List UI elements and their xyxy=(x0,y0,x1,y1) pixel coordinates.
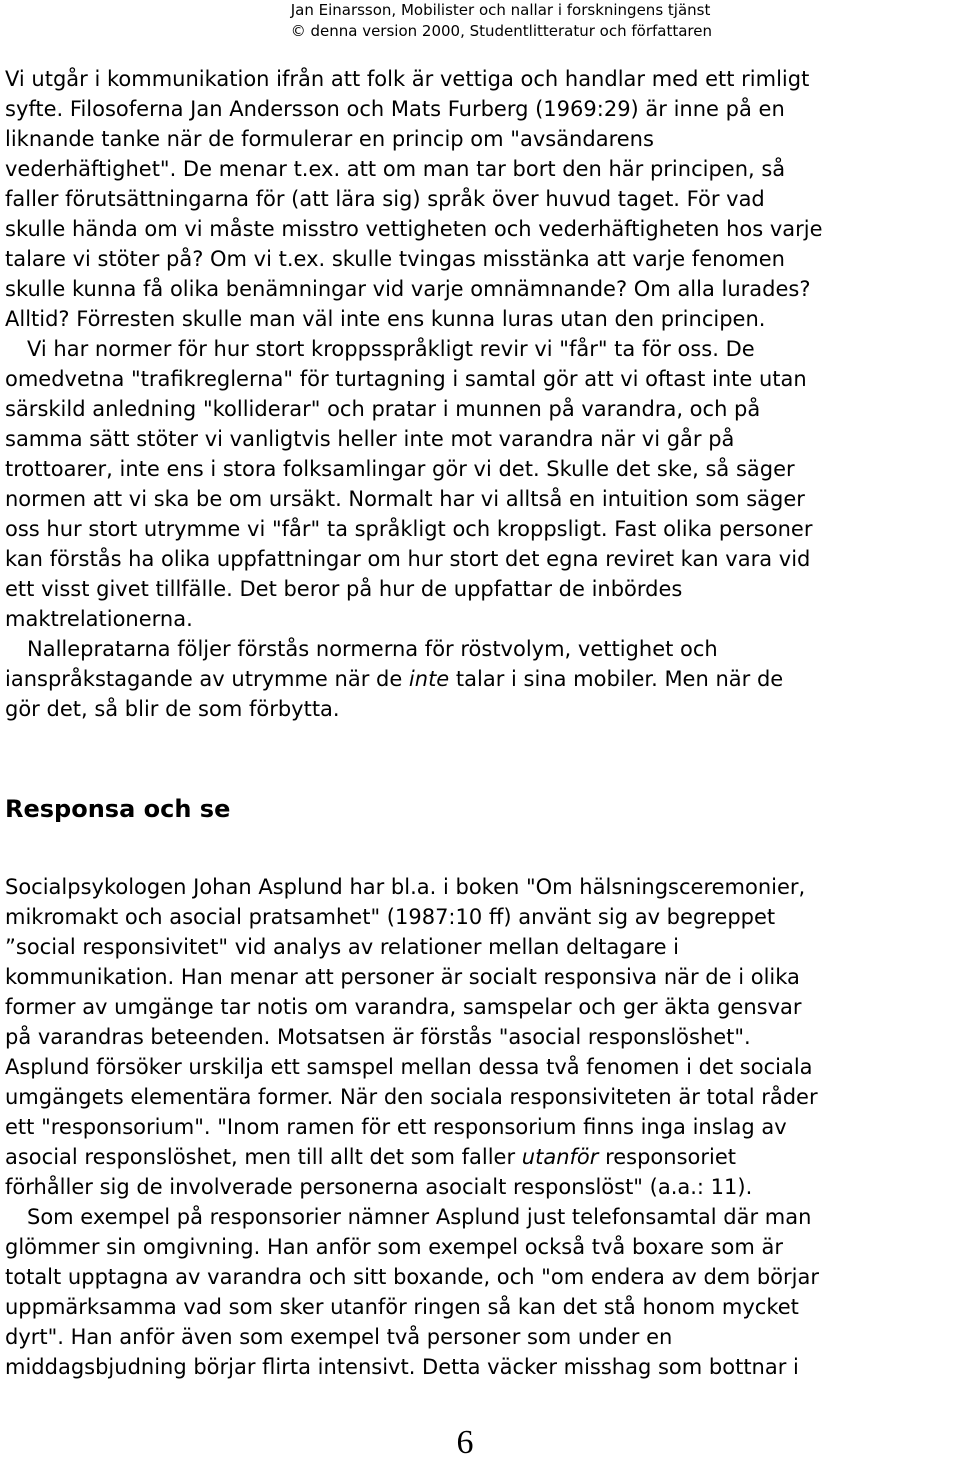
text-line: Som exempel på responsorier nämner Asplund just telefonsamtal där man xyxy=(27,1205,812,1229)
text-line: vederhäftighet". De menar t.ex. att om man tar bort den här principen, så xyxy=(5,157,786,181)
text-line: dyrt". Han anför även som exempel två personer som under en xyxy=(5,1325,673,1349)
paragraph-responsorium-examples xyxy=(5,1202,960,1382)
text-line: Vi har normer för hur stort kroppsspråkligt revir vi "får" ta för oss. De xyxy=(27,337,755,361)
text-line: kommunikation. Han menar att personer är socialt responsiva när de i olika xyxy=(5,965,800,989)
text-line: förhåller sig de involverade personerna asocialt responslöst" (a.a.: 11). xyxy=(5,1175,753,1199)
text-line: kan förstås ha olika uppfattningar om hur stort det egna reviret kan vara vid xyxy=(5,547,811,571)
paragraph-body-language xyxy=(5,334,960,634)
text-line xyxy=(5,1142,960,1172)
text-line: uppmärksamma vad som sker utanför ringen så kan det stå honom mycket xyxy=(5,1295,799,1319)
text-line: trottoarer, inte ens i stora folksamlingar gör vi det. Skulle det ske, så säger xyxy=(5,457,795,481)
text-span: responsoriet xyxy=(598,1145,736,1169)
text-line: skulle kunna få olika benämningar vid varje omnämnande? Om alla lurades? xyxy=(5,277,811,301)
text-line: Socialpsykologen Johan Asplund har bl.a. i boken "Om hälsningsceremonier, xyxy=(5,875,806,899)
text-line: glömmer sin omgivning. Han anför som exempel också två boxare som är xyxy=(5,1235,783,1259)
text-line: former av umgänge tar notis om varandra, samspelar och ger äkta gensvar xyxy=(5,995,802,1019)
text-line: ett visst givet tillfälle. Det beror på hur de uppfattar de inbördes xyxy=(5,577,683,601)
section-heading: Responsa och se xyxy=(5,795,231,823)
header-author-title: Jan Einarsson, Mobilister och nallar i forskningens tjänst xyxy=(290,1,711,19)
text-line: skulle hända om vi måste misstro vettigheten och vederhäftigheten hos varje xyxy=(5,217,823,241)
text-line: oss hur stort utrymme vi "får" ta språkligt och kroppsligt. Fast olika personer xyxy=(5,517,813,541)
text-line: ”social responsivitet" vid analys av relationer mellan deltagare i xyxy=(5,935,680,959)
text-line: Vi utgår i kommunikation ifrån att folk är vettiga och handlar med ett rimligt xyxy=(5,67,810,91)
emphasis-text: utanför xyxy=(521,1145,599,1169)
text-line xyxy=(5,664,960,694)
header-copyright: © denna version 2000, Studentlitteratur och författaren xyxy=(290,22,712,40)
text-line: maktrelationerna. xyxy=(5,607,193,631)
text-line: talare vi stöter på? Om vi t.ex. skulle tvingas misstänka att varje fenomen xyxy=(5,247,785,271)
emphasis-text: inte xyxy=(408,667,450,691)
heading-spacer xyxy=(5,824,960,872)
text-line: gör det, så blir de som förbytta. xyxy=(5,697,340,721)
text-line: Nallepratarna följer förstås normerna för röstvolym, vettighet och xyxy=(27,637,718,661)
paragraph-asplund xyxy=(5,872,960,1202)
paragraph-communication-norms xyxy=(5,64,960,334)
running-header xyxy=(291,0,712,42)
page-number: 6 xyxy=(456,1424,474,1461)
text-span: asocial responslöshet, men till allt det som faller xyxy=(5,1145,522,1169)
text-line: ett "responsorium". "Inom ramen för ett responsorium finns inga inslag av xyxy=(5,1115,787,1139)
text-line: syfte. Filosoferna Jan Andersson och Mats Furberg (1969:29) är inne på en xyxy=(5,97,785,121)
paragraph-nalle-talkers xyxy=(5,634,960,724)
text-line: totalt upptagna av varandra och sitt boxande, och "om endera av dem börjar xyxy=(5,1265,819,1289)
text-line: särskild anledning "kolliderar" och pratar i munnen på varandra, och på xyxy=(5,397,761,421)
text-line: umgängets elementära former. När den sociala responsiviteten är total råder xyxy=(5,1085,818,1109)
text-line: Asplund försöker urskilja ett samspel mellan dessa två fenomen i det sociala xyxy=(5,1055,813,1079)
text-line: faller förutsättningarna för (att lära sig) språk över huvud taget. För vad xyxy=(5,187,765,211)
text-line: på varandras beteenden. Motsatsen är förstås "asocial responslöshet". xyxy=(5,1025,751,1049)
text-span: ianspråkstagande av utrymme när de xyxy=(5,667,409,691)
section-spacer xyxy=(5,724,960,794)
document-body xyxy=(5,64,960,1382)
text-span: talar i sina mobiler. Men när de xyxy=(449,667,784,691)
text-line: middagsbjudning börjar flirta intensivt. Detta väcker misshag som bottnar i xyxy=(5,1355,799,1379)
text-line: mikromakt och asocial pratsamhet" (1987:10 ff) använt sig av begreppet xyxy=(5,905,776,929)
text-line: Alltid? Förresten skulle man väl inte ens kunna luras utan den principen. xyxy=(5,307,766,331)
text-line: omedvetna "trafikreglerna" för turtagning i samtal gör att vi oftast inte utan xyxy=(5,367,807,391)
text-line: normen att vi ska be om ursäkt. Normalt har vi alltså en intuition som säger xyxy=(5,487,805,511)
text-line: liknande tanke när de formulerar en princip om "avsändarens xyxy=(5,127,654,151)
text-line: samma sätt stöter vi vanligtvis heller inte mot varandra när vi går på xyxy=(5,427,735,451)
